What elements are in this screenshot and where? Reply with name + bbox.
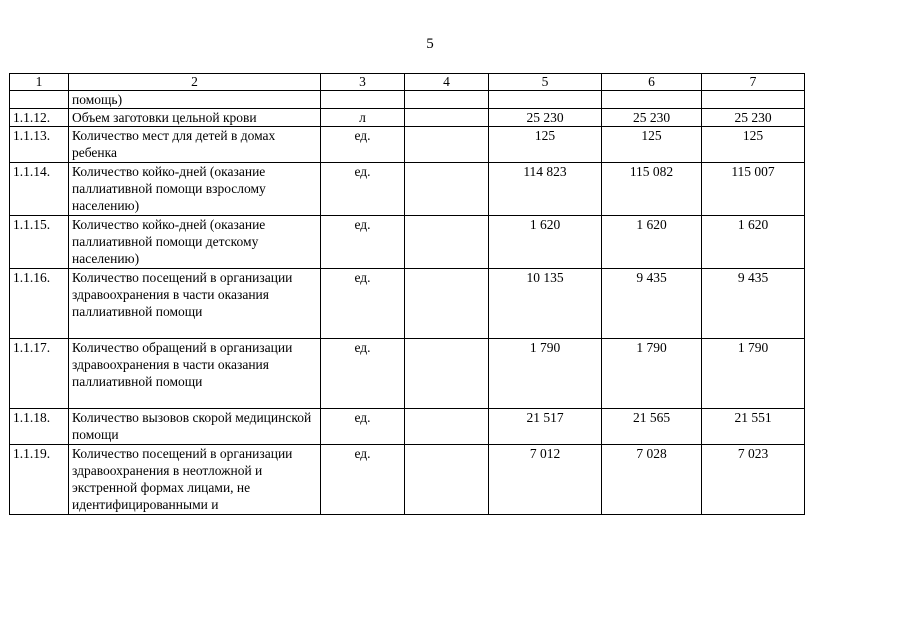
value-column-7: 1 620 (702, 216, 805, 269)
indicator-name: Количество койко-дней (оказание паллиативной помощи детскому населению) (69, 216, 321, 269)
value-column-6: 9 435 (602, 269, 702, 339)
column-header: 7 (702, 74, 805, 91)
column-4-cell (405, 339, 489, 409)
value-column-7: 9 435 (702, 269, 805, 339)
row-number: 1.1.13. (10, 127, 69, 163)
value-column-5: 1 620 (489, 216, 602, 269)
value-column-5: 114 823 (489, 163, 602, 216)
value-column-5: 7 012 (489, 445, 602, 515)
row-number: 1.1.19. (10, 445, 69, 515)
value-column-6: 25 230 (602, 109, 702, 127)
table-row (10, 163, 805, 216)
column-4-cell (405, 91, 489, 109)
unit-of-measure: л (321, 109, 405, 127)
table-row (10, 216, 805, 269)
value-column-6 (602, 91, 702, 109)
unit-of-measure: ед. (321, 409, 405, 445)
column-header: 5 (489, 74, 602, 91)
row-number: 1.1.18. (10, 409, 69, 445)
value-column-7: 7 023 (702, 445, 805, 515)
table-row (10, 91, 805, 109)
value-column-5 (489, 91, 602, 109)
indicator-name: Количество вызовов скорой медицинской помощи (69, 409, 321, 445)
row-number: 1.1.17. (10, 339, 69, 409)
indicator-name: Объем заготовки цельной крови (69, 109, 321, 127)
column-4-cell (405, 109, 489, 127)
unit-of-measure (321, 91, 405, 109)
column-header: 6 (602, 74, 702, 91)
value-column-7: 25 230 (702, 109, 805, 127)
row-number: 1.1.15. (10, 216, 69, 269)
indicator-name: Количество посещений в организации здравоохранения в неотложной и экстренной формах лицами, не идентифицированными и (69, 445, 321, 515)
table-row (10, 127, 805, 163)
unit-of-measure: ед. (321, 127, 405, 163)
indicator-name: Количество мест для детей в домах ребенка (69, 127, 321, 163)
table-row (10, 445, 805, 515)
indicator-name: Количество посещений в организации здравоохранения в части оказания паллиативной помощи (69, 269, 321, 339)
value-column-7: 1 790 (702, 339, 805, 409)
unit-of-measure: ед. (321, 339, 405, 409)
column-4-cell (405, 163, 489, 216)
unit-of-measure: ед. (321, 163, 405, 216)
value-column-7 (702, 91, 805, 109)
value-column-6: 1 790 (602, 339, 702, 409)
value-column-5: 10 135 (489, 269, 602, 339)
unit-of-measure: ед. (321, 216, 405, 269)
value-column-5: 25 230 (489, 109, 602, 127)
page-number: 5 (426, 36, 434, 52)
value-column-5: 125 (489, 127, 602, 163)
table-row (10, 409, 805, 445)
value-column-6: 21 565 (602, 409, 702, 445)
column-4-cell (405, 445, 489, 515)
table-row (10, 269, 805, 339)
column-header: 4 (405, 74, 489, 91)
value-column-6: 7 028 (602, 445, 702, 515)
value-column-6: 115 082 (602, 163, 702, 216)
table-row (10, 109, 805, 127)
row-number: 1.1.16. (10, 269, 69, 339)
value-column-7: 125 (702, 127, 805, 163)
indicator-name: Количество обращений в организации здравоохранения в части оказания паллиативной помощи (69, 339, 321, 409)
value-column-7: 21 551 (702, 409, 805, 445)
value-column-6: 125 (602, 127, 702, 163)
column-4-cell (405, 216, 489, 269)
indicator-name: Количество койко-дней (оказание паллиативной помощи взрослому населению) (69, 163, 321, 216)
column-header: 2 (69, 74, 321, 91)
column-4-cell (405, 127, 489, 163)
column-header: 1 (10, 74, 69, 91)
row-number: 1.1.14. (10, 163, 69, 216)
header-row (10, 74, 805, 91)
row-number: 1.1.12. (10, 109, 69, 127)
indicator-name: помощь) (69, 91, 321, 109)
value-column-5: 21 517 (489, 409, 602, 445)
value-column-6: 1 620 (602, 216, 702, 269)
row-number (10, 91, 69, 109)
column-4-cell (405, 269, 489, 339)
table-row (10, 339, 805, 409)
indicators-table (9, 73, 805, 515)
column-4-cell (405, 409, 489, 445)
value-column-5: 1 790 (489, 339, 602, 409)
column-header: 3 (321, 74, 405, 91)
unit-of-measure: ед. (321, 445, 405, 515)
value-column-7: 115 007 (702, 163, 805, 216)
unit-of-measure: ед. (321, 269, 405, 339)
